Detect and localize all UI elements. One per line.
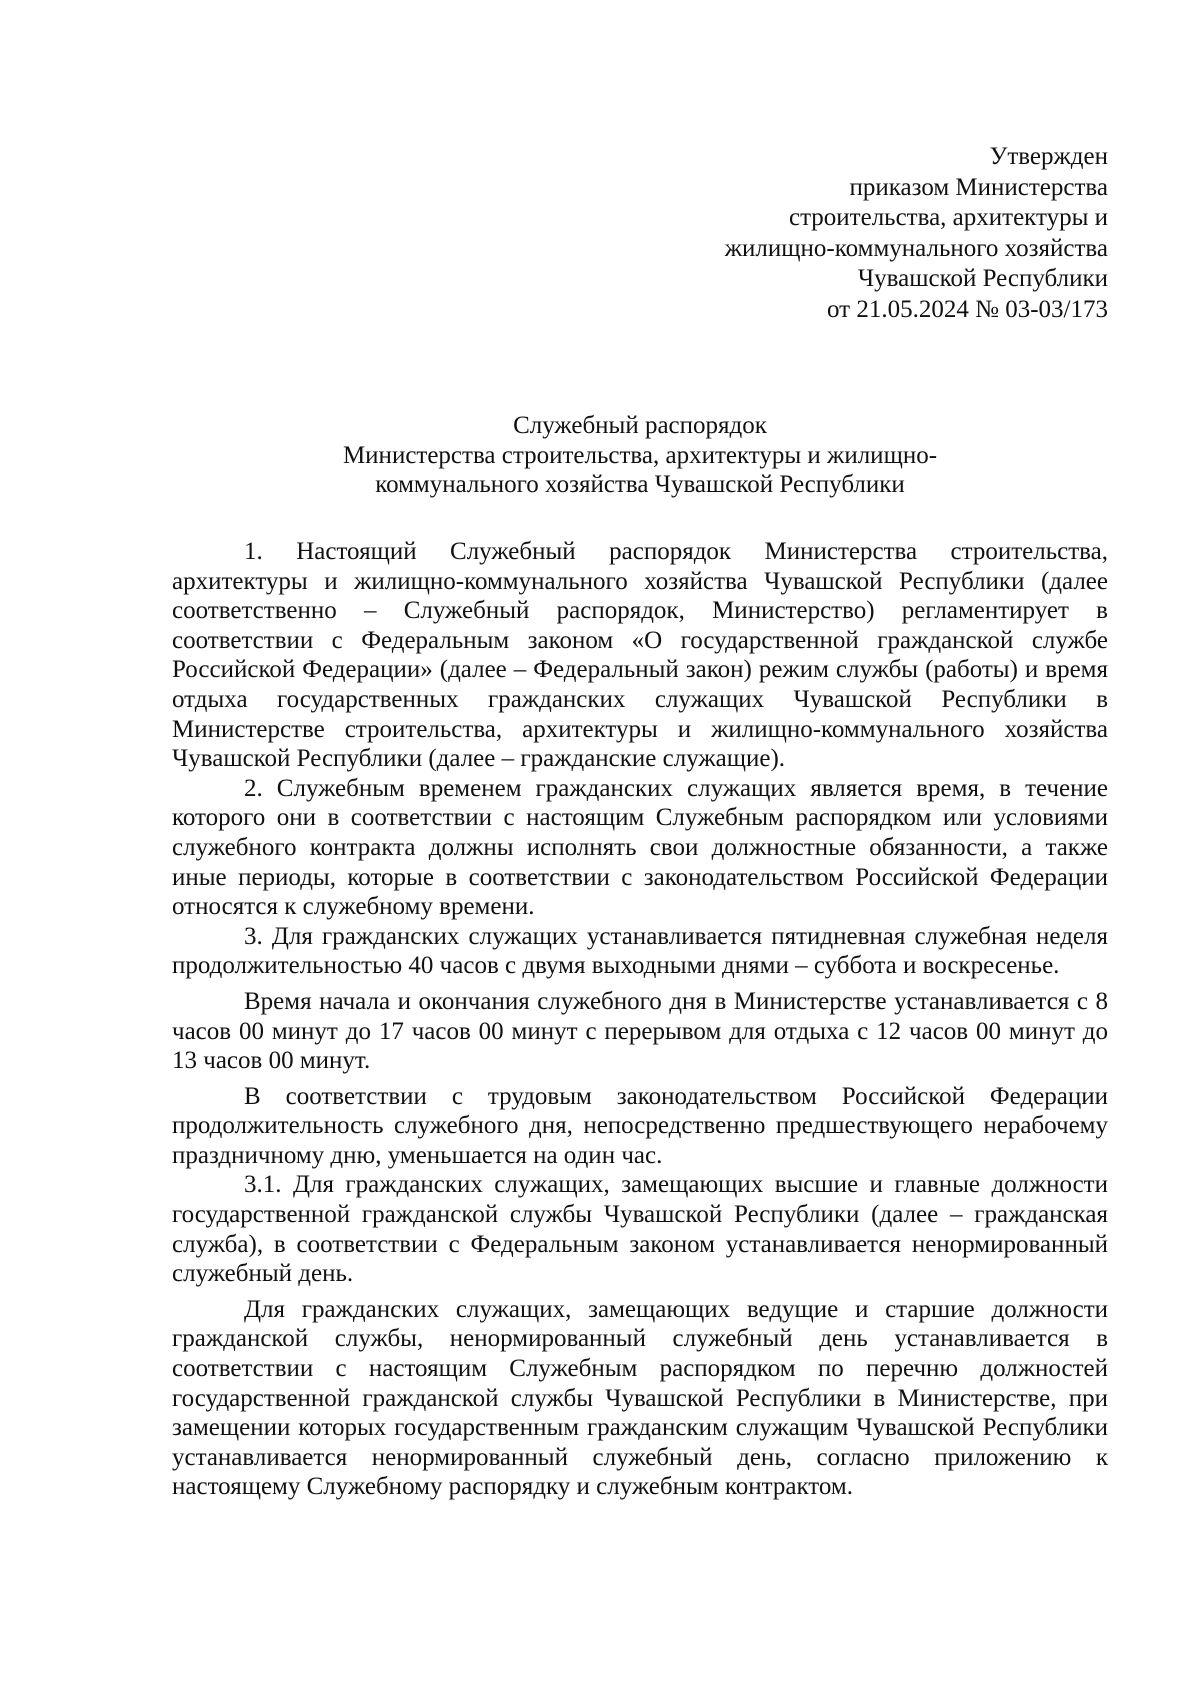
paragraph-1: 1. Настоящий Служебный распорядок Министерства строительства, архитектуры и жилищно-коммунального хозяйства Чувашской Республики (далее соответственно – Служебный распорядок, Министерство) регламентирует в соответствии с Федеральным законом «О государственной гражданской службе Российской Федерации» (далее – Федеральный закон) режим службы (работы) и время отдыха государственных гражданских служащих Чувашской Республики в Министерстве строительства, архитектуры и жилищно-коммунального хозяйства Чувашской Республики (далее – гражданские служащие). xyxy=(172,538,1108,773)
approval-line: приказом Министерства xyxy=(849,173,1108,201)
paragraph-3: 3. Для гражданских служащих устанавливается пятидневная служебная неделя продолжительностью 40 часов с двумя выходными днями – суббота и воскресенье. xyxy=(172,922,1108,980)
title-line: Министерства строительства, архитектуры и жилищно- xyxy=(342,441,938,469)
approval-block xyxy=(588,142,1108,325)
paragraph-3-1: 3.1. Для гражданских служащих, замещающих высшие и главные должности государственной гражданской службы Чувашской Республики (далее – гражданская служба), в соответствии с Федеральным законом устанавливается ненормированный служебный день. xyxy=(172,1171,1108,1288)
paragraph-3-holiday-eve: В соответствии с трудовым законодательством Российской Федерации продолжительность служебного дня, непосредственно предшествующего нерабочему праздничному дню, уменьшается на один час. xyxy=(172,1082,1108,1169)
title-line: Служебный распорядок xyxy=(513,412,767,439)
title-line: коммунального хозяйства Чувашской Республики xyxy=(375,471,905,498)
approval-line: жилищно-коммунального хозяйства xyxy=(724,234,1108,262)
approval-line: строительства, архитектуры и xyxy=(788,204,1108,231)
paragraph-2: 2. Служебным временем гражданских служащих является время, в течение которого они в соответствии с настоящим Служебным распорядком или условиями служебного контракта должны исполнять свои должностные обязанности, а также иные периоды, которые в соответствии с законодательством Российской Федерации относятся к служебному времени. xyxy=(172,774,1108,921)
paragraph-3-work-hours: Время начала и окончания служебного дня в Министерстве устанавливается с 8 часов 00 минут до 17 часов 00 минут с перерывом для отдыха с 12 часов 00 минут до 13 часов 00 минут. xyxy=(172,987,1108,1075)
paragraph-3-1-leading-positions: Для гражданских служащих, замещающих ведущие и старшие должности гражданской службы, ненормированный служебный день устанавливается в соответствии с настоящим Служебным распорядком по перечню должностей государственной гражданской службы Чувашской Республики в Министерстве, при замещении которых государственным гражданским служащим Чувашской Республики устанавливается ненормированный служебный день, согласно приложению к настоящему Служебному распорядку и служебным контрактом. xyxy=(172,1295,1108,1501)
approval-date-number: от 21.05.2024 № 03-03/173 xyxy=(827,295,1108,323)
approval-line: Чувашской Республики xyxy=(857,265,1108,292)
approval-line: Утвержден xyxy=(989,143,1108,170)
document-title xyxy=(172,411,1108,500)
document-body xyxy=(172,537,1108,1502)
